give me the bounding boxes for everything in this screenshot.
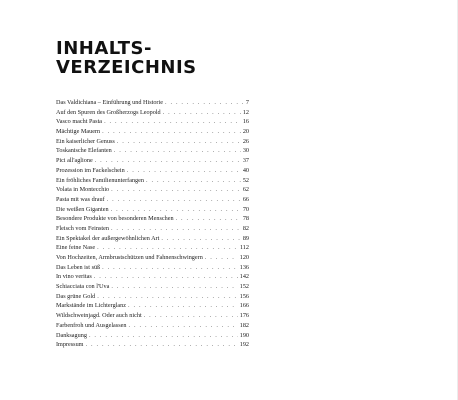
toc-entry-page-number: 12	[242, 108, 249, 116]
toc-dot-leader	[111, 205, 241, 215]
toc-dot-leader	[97, 292, 238, 302]
toc-entry	[56, 272, 249, 282]
toc-entry	[56, 253, 249, 263]
toc-entry-title: Danksagung	[56, 331, 87, 339]
toc-entry-title: Auf den Spuren des Großherzogs Leopold	[56, 108, 161, 116]
toc-entry	[56, 146, 249, 156]
toc-entry-title: Die weißen Giganten	[56, 205, 109, 213]
toc-dot-leader	[95, 156, 241, 166]
toc-entry-page-number: 20	[242, 128, 249, 136]
toc-entry	[56, 340, 249, 350]
toc-entry	[56, 166, 249, 176]
toc-entry-page-number: 40	[242, 166, 249, 174]
toc-entry-title: Prozession im Fackelschein	[56, 166, 125, 174]
toc-entry-page-number: 190	[239, 331, 249, 339]
toc-dot-leader	[114, 146, 241, 156]
toc-dot-leader	[117, 137, 241, 147]
toc-entry	[56, 282, 249, 292]
toc-entry-page-number: 82	[242, 224, 249, 232]
toc-entry	[56, 243, 249, 253]
toc-entry-page-number: 62	[242, 186, 249, 194]
toc-dot-leader	[146, 176, 241, 186]
toc-entry-page-number: 52	[242, 176, 249, 184]
toc-entry-title: Das Leben ist süß	[56, 263, 101, 271]
toc-dot-leader	[111, 224, 241, 234]
toc-entry-page-number: 16	[242, 118, 249, 126]
toc-entry-page-number: 120	[239, 254, 249, 261]
toc-dot-leader	[165, 98, 244, 108]
toc-entry	[56, 311, 249, 321]
toc-entry	[56, 98, 249, 108]
toc-entry	[56, 292, 249, 302]
toc-entry	[56, 108, 249, 118]
toc-dot-leader	[89, 331, 238, 341]
toc-entry-title: Von Hochzeiten, Armbrustschützen und Fahnenschwingern	[56, 254, 203, 261]
toc-entry-title: Markstände im Lichterglanz	[56, 302, 126, 310]
toc-entry-title: Besondere Produkte von besonderen Menschen	[56, 215, 174, 223]
toc-entry	[56, 127, 249, 137]
toc-entry	[56, 234, 249, 244]
toc-dot-leader	[94, 272, 238, 282]
toc-entry-page-number: 192	[239, 341, 249, 349]
toc-entry-page-number: 152	[239, 283, 249, 291]
toc-entry	[56, 214, 249, 224]
toc-dot-leader	[97, 243, 238, 253]
toc-entry-title: Eine feine Nase	[56, 244, 96, 252]
toc-dot-leader	[128, 301, 238, 311]
toc-entry	[56, 156, 249, 166]
toc-entry-page-number: 156	[239, 292, 249, 300]
toc-entry-page-number: 176	[239, 312, 249, 320]
toc-dot-leader	[102, 263, 238, 273]
toc-entry-title: Das grüne Gold	[56, 292, 96, 300]
toc-dot-leader	[161, 234, 240, 244]
page-title-line-1: INHALTS-	[56, 38, 152, 59]
toc-entry-title: Fleisch vom Feinsten	[56, 224, 109, 232]
toc-entry-title: Wildschweinjagd. Oder auch nicht	[56, 312, 142, 320]
toc-entry-page-number: 166	[239, 302, 249, 310]
toc-entry-title: Mächtige Mauern	[56, 128, 101, 136]
toc-entry-title: In vino veritas	[56, 273, 92, 281]
toc-entry-title: Volata in Montecchio	[56, 186, 110, 194]
toc-entry-page-number: 136	[239, 263, 249, 271]
toc-entry	[56, 301, 249, 311]
toc-dot-leader	[111, 282, 237, 292]
page-title	[56, 40, 197, 77]
toc-entry	[56, 176, 249, 186]
toc-entry-title: Das Valdichiana – Einführung und Historie	[56, 99, 163, 106]
toc-entry	[56, 137, 249, 147]
toc-entry-title: Schiacciata con l'Uva	[56, 283, 110, 291]
toc-entry	[56, 224, 249, 234]
toc-entry-page-number: 78	[242, 215, 249, 223]
toc-dot-leader	[144, 311, 238, 321]
toc-dot-leader	[176, 214, 241, 224]
toc-entry	[56, 185, 249, 195]
toc-dot-leader	[163, 108, 241, 118]
toc-dot-leader	[127, 166, 241, 176]
toc-dot-leader	[111, 185, 241, 195]
toc-entry	[56, 195, 249, 205]
toc-entry-page-number: 66	[242, 195, 249, 203]
toc-entry-page-number: 112	[239, 244, 249, 252]
toc-entry	[56, 117, 249, 127]
toc-entry-title: Ein kaiserlicher Genuss	[56, 137, 115, 145]
toc-entry-title: Ein fröhliches Familienunterfangen	[56, 176, 144, 184]
toc-entry-page-number: 142	[239, 273, 249, 281]
toc-entry-title: Toskanische Elefanten	[56, 147, 112, 155]
toc-dot-leader	[102, 127, 241, 137]
toc-entry	[56, 263, 249, 273]
toc-entry-page-number: 182	[239, 321, 249, 329]
table-of-contents	[56, 98, 249, 350]
page-title-line-2: VERZEICHNIS	[56, 56, 197, 78]
toc-entry-title: Pici all'aglione	[56, 157, 93, 165]
toc-entry-title: Impressum	[56, 341, 84, 349]
toc-entry-page-number: 7	[245, 99, 249, 106]
toc-entry	[56, 331, 249, 341]
toc-entry-page-number: 89	[242, 234, 249, 242]
toc-entry-page-number: 26	[242, 137, 249, 145]
toc-entry-title: Farbenfroh und Ausgelassen	[56, 321, 127, 329]
toc-dot-leader	[128, 321, 237, 331]
toc-entry	[56, 205, 249, 215]
toc-dot-leader	[104, 117, 241, 127]
toc-entry-page-number: 30	[242, 147, 249, 155]
toc-dot-leader	[86, 340, 238, 350]
toc-entry	[56, 321, 249, 331]
toc-dot-leader	[107, 195, 241, 205]
toc-entry-title: Pasta mit was drauf	[56, 195, 105, 203]
toc-dot-leader	[205, 253, 238, 263]
toc-entry-page-number: 70	[242, 205, 249, 213]
toc-entry-page-number: 37	[242, 157, 249, 165]
toc-entry-title: Ein Spektakel der außergewöhnlichen Art	[56, 234, 160, 242]
toc-entry-title: Vasco macht Pasta	[56, 118, 103, 126]
